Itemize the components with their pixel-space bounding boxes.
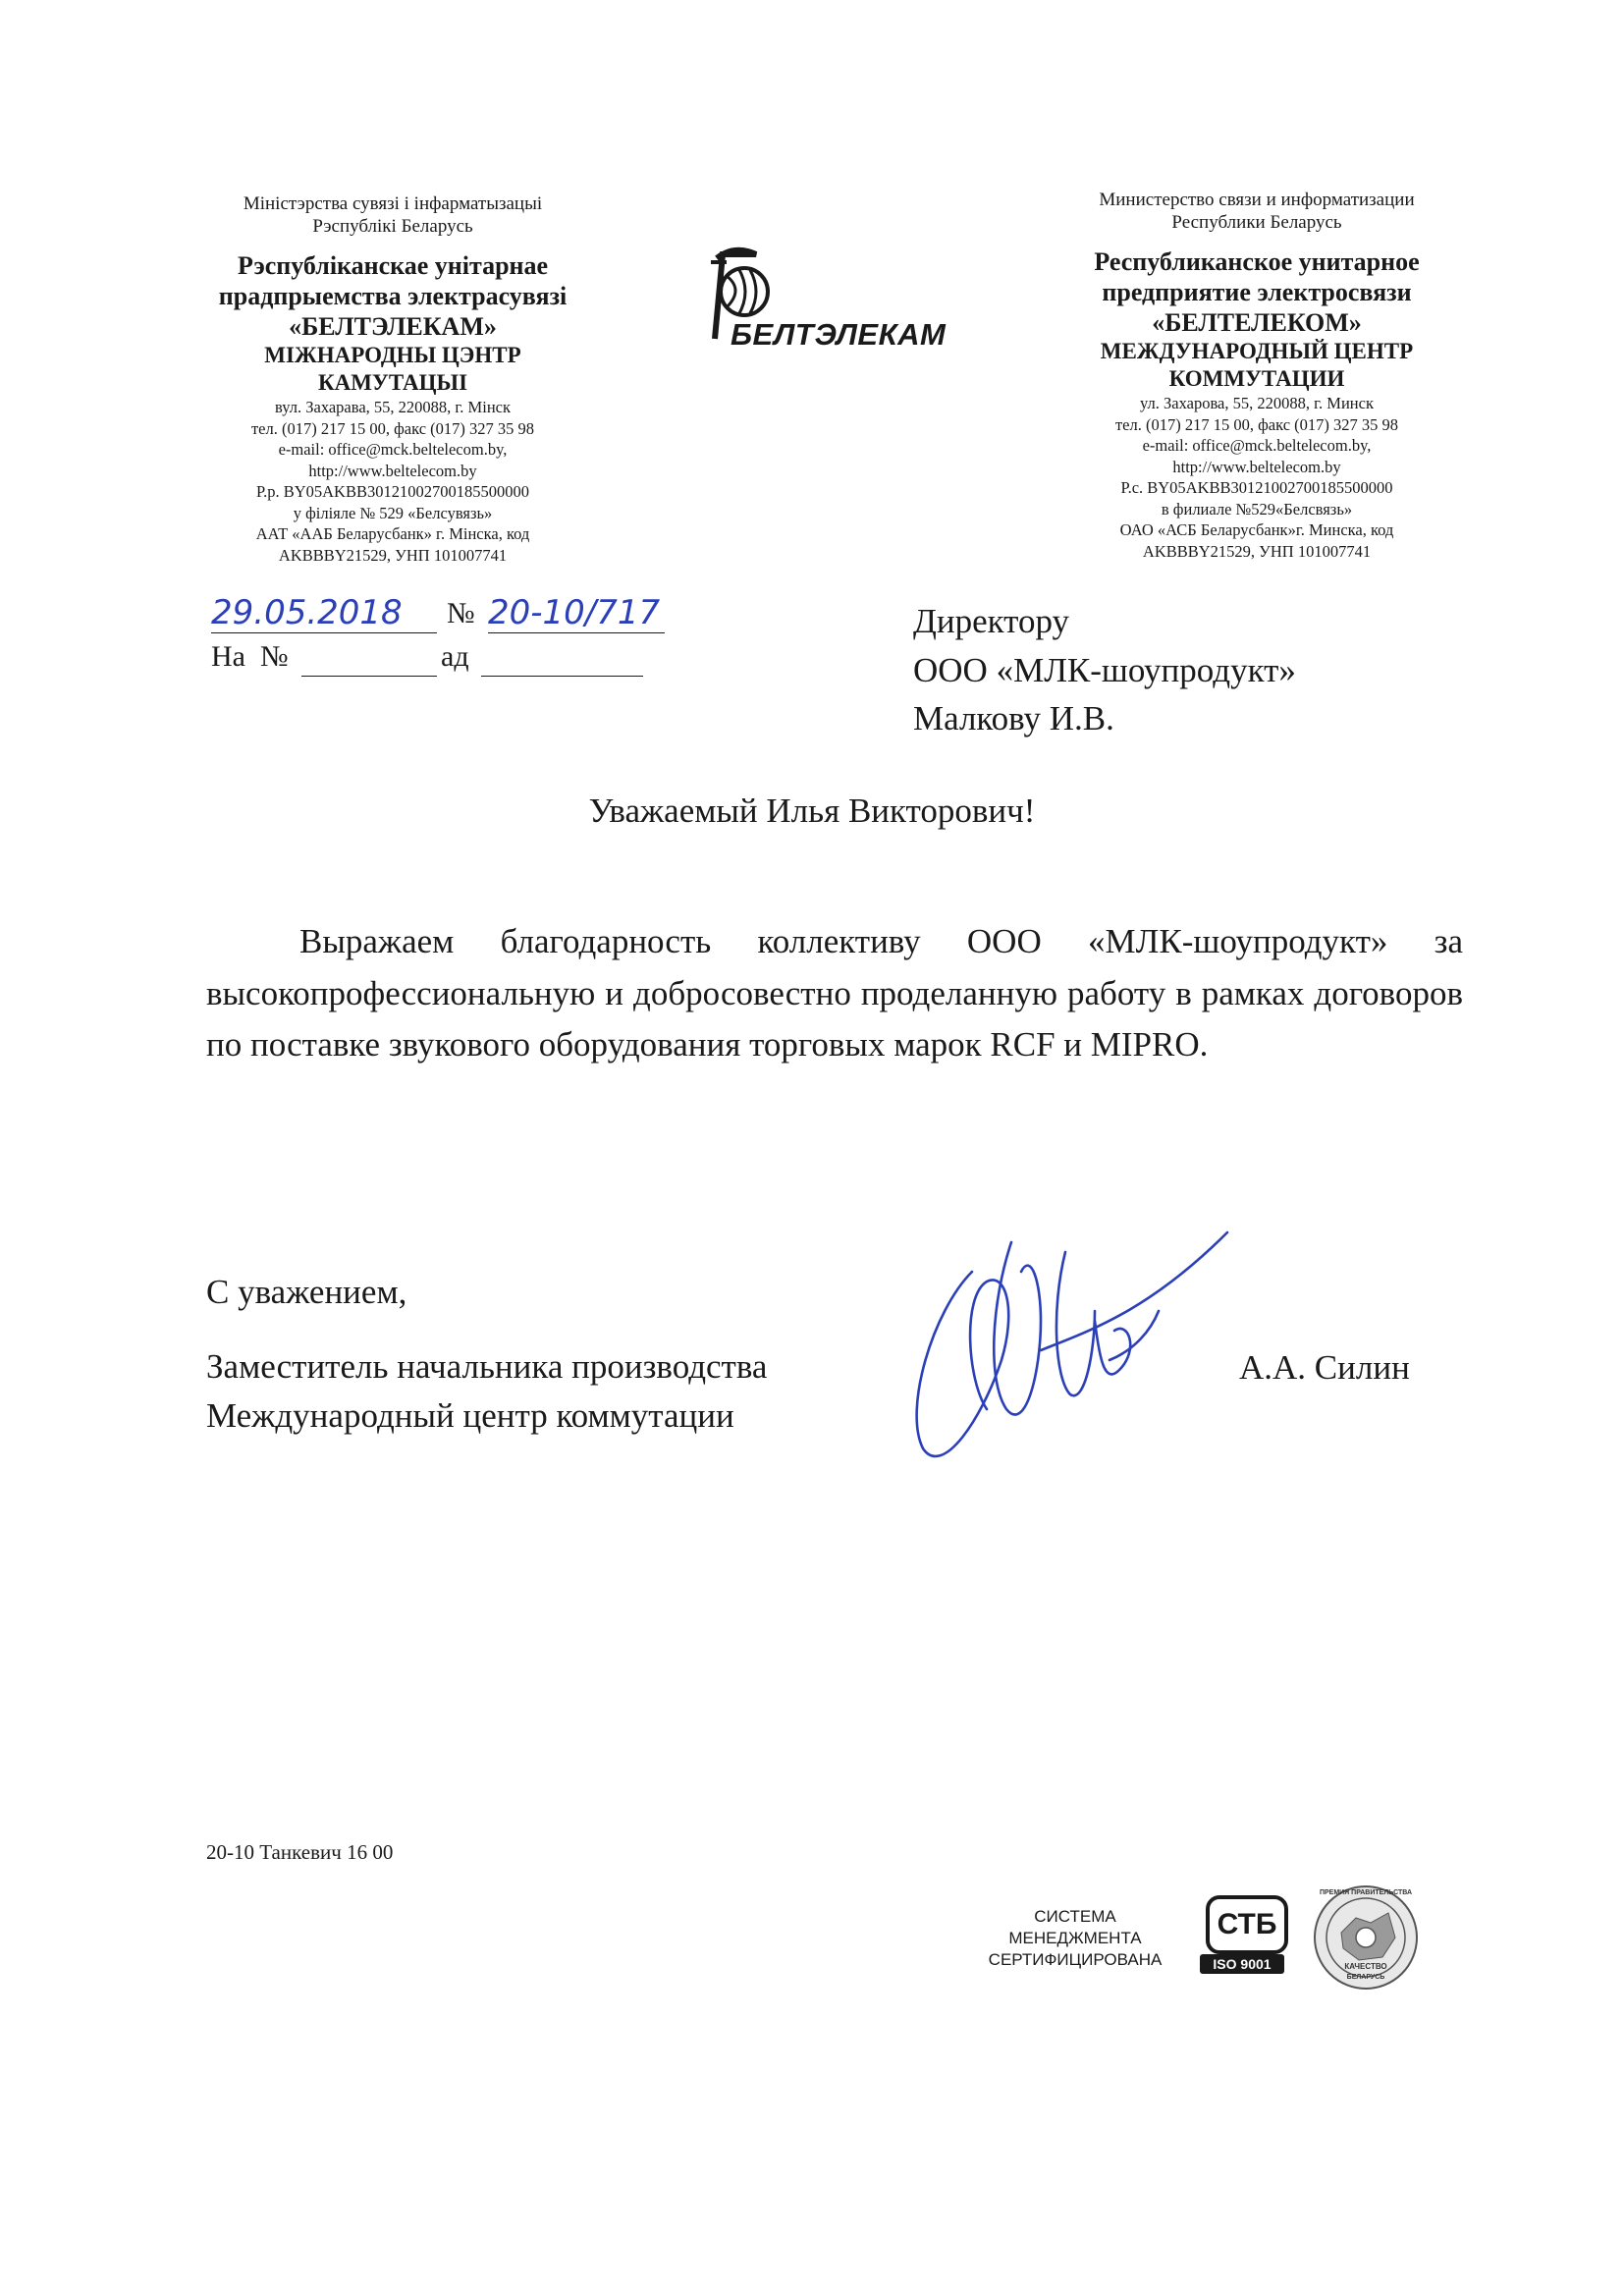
stb-iso-mark xyxy=(1200,1895,1290,1976)
logo-text: БЕЛТЭЛЕКАМ xyxy=(731,317,947,352)
unit-line: МІЖНАРОДНЫ ЦЭНТР xyxy=(264,343,521,368)
requisites-line: вул. Захарава, 55, 220088, г. Мінск xyxy=(275,398,511,417)
ministry-line: Министерство связи и информатизации xyxy=(1099,190,1415,210)
recipient-line: Директору xyxy=(913,602,1070,640)
registration-line xyxy=(211,593,702,638)
requisites-line: в филиале №529«Белсвязь» xyxy=(1161,499,1353,519)
ministry-line: Міністэрства сувязі і інфарматызацыі xyxy=(243,193,543,214)
requisites-line: тел. (017) 217 15 00, факс (017) 327 35 98 xyxy=(1114,414,1399,434)
signer-position xyxy=(206,1342,767,1440)
requisites-line: AKBBBY21529, УНП 101007741 xyxy=(1142,541,1372,561)
requisites-line: http://www.beltelecom.by xyxy=(1172,457,1341,476)
requisites-line: ААТ «ААБ Беларусбанк» г. Мінска, код xyxy=(255,524,530,544)
org-line: «БЕЛТЕЛЕКОМ» xyxy=(1152,307,1362,337)
header-belarusian xyxy=(196,192,589,566)
recipient-line: Малкову И.В. xyxy=(913,699,1114,738)
requisites-line: e-mail: office@mck.beltelecom.by, xyxy=(1142,436,1372,456)
requisites-line: у філіяле № 529 «Белсувязь» xyxy=(293,503,493,522)
requisites-line: Р.р. BY05AKBB30121002700185500000 xyxy=(255,482,529,502)
org-line: Республиканское унитарное xyxy=(1094,247,1420,277)
requisites-line: ул. Захарова, 55, 220088, г. Минск xyxy=(1140,394,1374,413)
stb-icon: СТБ xyxy=(1206,1895,1288,1954)
seal-sub: КАЧЕСТВО xyxy=(1344,1962,1387,1971)
ministry-line: Республики Беларусь xyxy=(1171,212,1342,234)
recipient-line: ООО «МЛК-шоупродукт» xyxy=(913,650,1296,689)
reference-label: На № xyxy=(211,640,289,673)
signature-icon xyxy=(893,1213,1247,1478)
requisites-line: e-mail: office@mck.beltelecom.by, xyxy=(278,440,508,460)
salutation: Уважаемый Илья Викторович! xyxy=(588,792,1036,830)
signer-position-line: Международный центр коммутации xyxy=(206,1395,734,1435)
signer-name: А.А. Силин xyxy=(1239,1348,1410,1387)
closing: С уважением, xyxy=(206,1273,407,1311)
executor-note: 20-10 Танкевич 16 00 xyxy=(206,1840,394,1864)
reference-number-underline xyxy=(301,676,437,677)
org-line: Рэспубліканскае унітарнае xyxy=(237,251,549,281)
number-label: № xyxy=(447,597,475,629)
signer-position-line: Заместитель начальника производства xyxy=(206,1347,768,1386)
signature xyxy=(893,1213,1247,1478)
letter-body: Выражаем благодарность коллективу ООО «МЛК-шоупродукт» за высокопрофессиональную и добросовестно проделанную работу в рамках договоров по поставке звукового оборудования торговых марок RCF и MIPRO. xyxy=(206,922,1463,1064)
requisites-line: тел. (017) 217 15 00, факс (017) 327 35 98 xyxy=(250,418,535,438)
unit-line: КАМУТАЦЫІ xyxy=(317,370,468,396)
org-line: «БЕЛТЭЛЕКАМ» xyxy=(289,311,497,341)
requisites-line: ОАО «АСБ Беларусбанк»г. Минска, код xyxy=(1119,520,1394,540)
seal-text: ПРЕМИЯ ПРАВИТЕЛЬСТВА xyxy=(1319,1889,1413,1896)
certification-line: СЕРТИФИЦИРОВАНА xyxy=(988,1950,1163,1970)
number-underline xyxy=(488,632,665,633)
certification-line: СИСТЕМА xyxy=(1034,1907,1116,1926)
certification-line: МЕНЕДЖМЕНТА xyxy=(1008,1929,1142,1948)
org-line: прадпрыемства электрасувязі xyxy=(218,282,568,311)
quality-seal xyxy=(1312,1884,1420,1992)
letter-date: 29.05.2018 xyxy=(211,593,403,632)
date-underline xyxy=(211,632,437,633)
certification-text xyxy=(972,1906,1178,1971)
requisites-line: AKBBBY21529, УНП 101007741 xyxy=(278,545,508,565)
letter-number: 20-10/717 xyxy=(488,593,661,632)
unit-line: КОММУТАЦИИ xyxy=(1168,366,1345,392)
beltelecom-logo xyxy=(687,241,962,358)
requisites-line: Р.с. BY05AKBB30121002700185500000 xyxy=(1120,478,1393,498)
recipient-block xyxy=(913,597,1502,743)
header-russian xyxy=(1060,189,1453,562)
requisites-line: http://www.beltelecom.by xyxy=(308,461,477,480)
reference-date-underline xyxy=(481,676,643,677)
seal-country: БЕЛАРУСЬ xyxy=(1346,1974,1385,1981)
ministry-line: Рэспублікі Беларусь xyxy=(312,216,473,238)
org-line: предприятие электросвязи xyxy=(1102,278,1412,307)
iso-label: ISO 9001 xyxy=(1200,1954,1284,1974)
unit-line: МЕЖДУНАРОДНЫЙ ЦЕНТР xyxy=(1100,339,1414,364)
reference-line xyxy=(211,640,663,685)
reference-ad-label: ад xyxy=(441,640,469,673)
